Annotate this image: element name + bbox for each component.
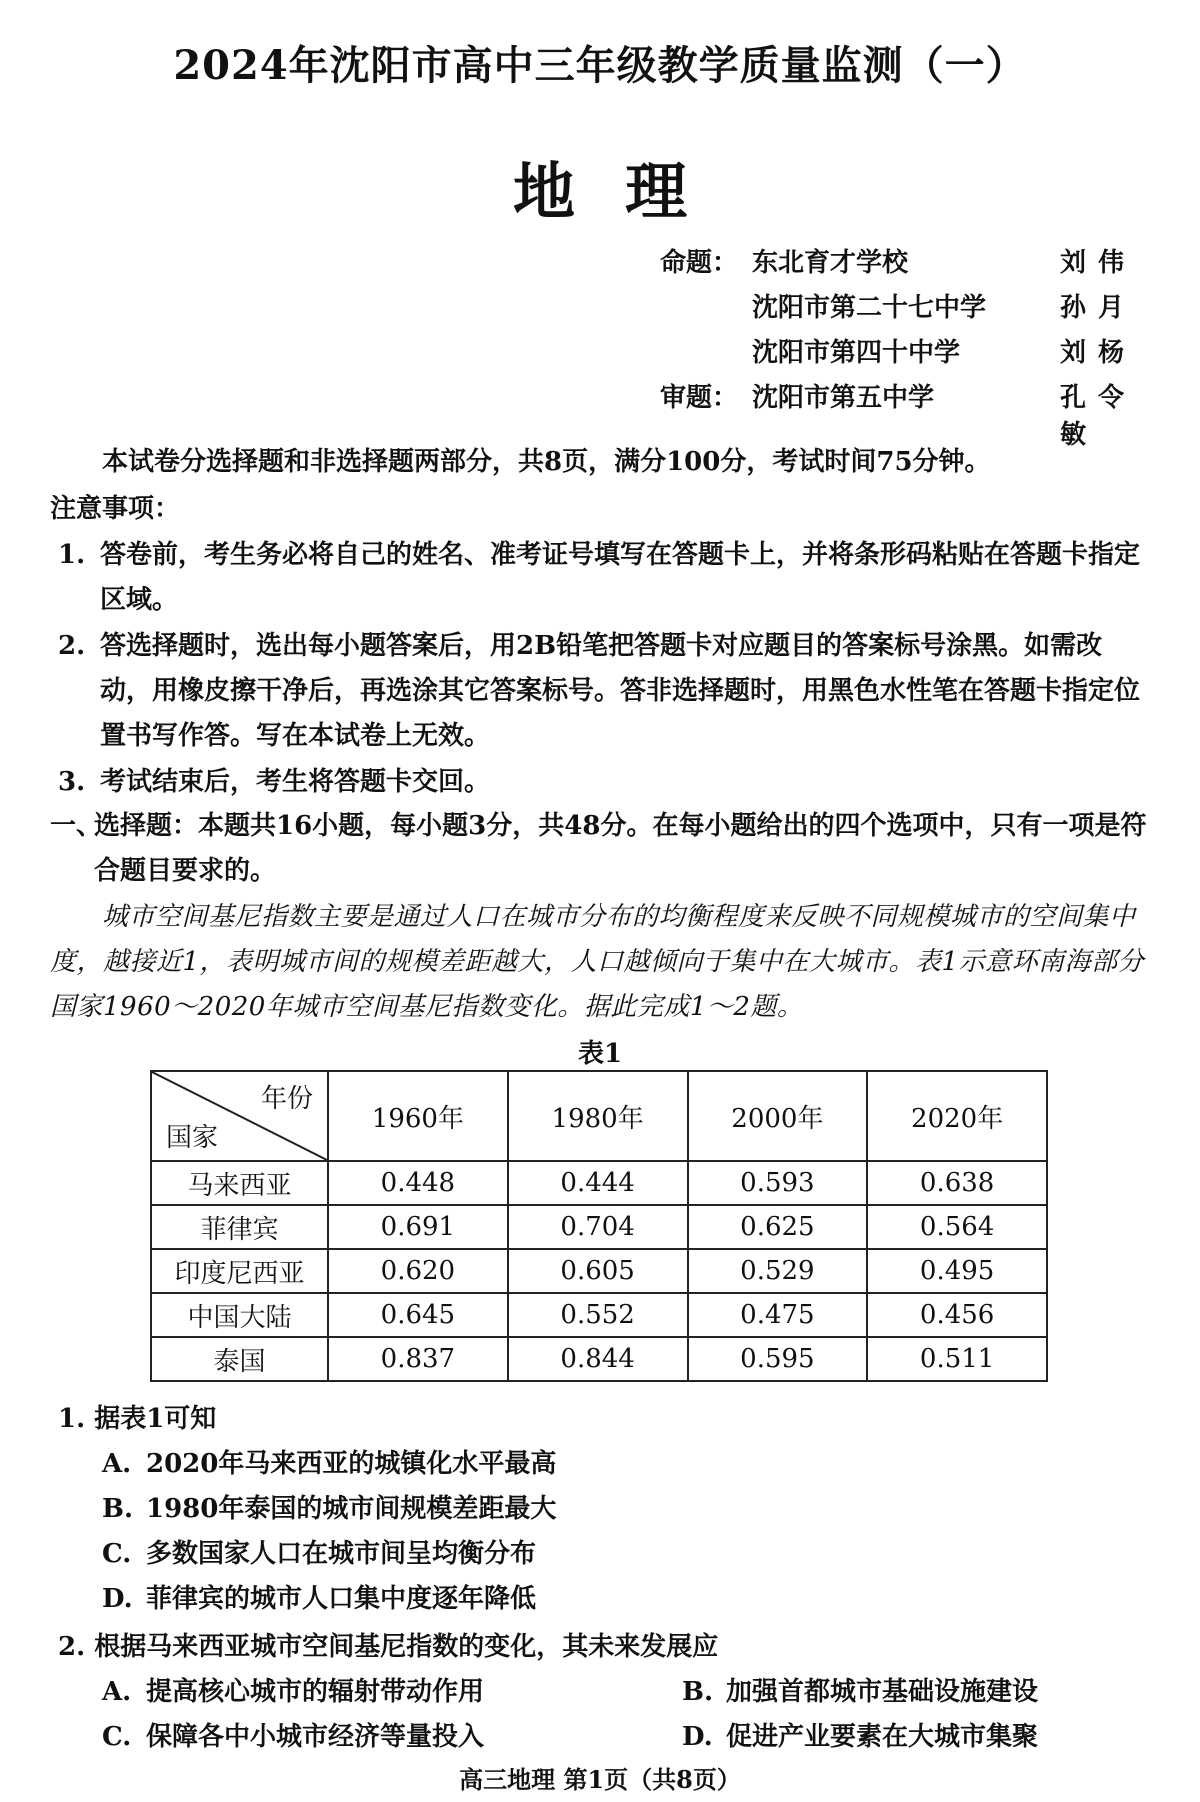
notice-item [58, 760, 1148, 805]
option-letter: B. [682, 1677, 714, 1707]
option-text: 菲律宾的城市人口集中度逐年降低 [146, 1584, 537, 1614]
question-1-option-d [102, 1578, 536, 1615]
value-cell: 0.704 [508, 1205, 688, 1249]
section-text: 选择题：本题共16小题，每小题3分，共48分。在每小题给出的四个选项中，只有一项是符合题目要求的。 [94, 811, 1147, 886]
value-cell: 0.595 [688, 1337, 868, 1381]
value-cell: 0.475 [688, 1293, 868, 1337]
author-row [660, 377, 1160, 450]
value-cell: 0.645 [328, 1293, 508, 1337]
question-2-option-d [682, 1716, 1038, 1753]
value-cell: 0.511 [867, 1337, 1047, 1381]
subject-title: 地理 [512, 155, 737, 228]
table-row [151, 1293, 1047, 1337]
option-text: 多数国家人口在城市间呈均衡分布 [146, 1539, 537, 1569]
column-header: 1960年 [328, 1071, 508, 1161]
author-school: 沈阳市第二十七中学 [752, 293, 987, 323]
value-cell: 0.625 [688, 1205, 868, 1249]
column-header: 2000年 [688, 1071, 868, 1161]
option-text: 1980年泰国的城市间规模差距最大 [146, 1494, 557, 1524]
notice-item-text: 答卷前，考生务必将自己的姓名、准考证号填写在答题卡上，并将条形码粘贴在答题卡指定区域。 [100, 540, 1141, 615]
table-header-row [151, 1071, 1047, 1161]
exam-intro: 本试卷分选择题和非选择题两部分，共8页，满分100分，考试时间75分钟。 [102, 447, 991, 477]
author-school: 沈阳市第五中学 [752, 383, 935, 413]
question-1-option-b [102, 1488, 556, 1525]
country-cell: 菲律宾 [151, 1205, 328, 1249]
option-letter: C. [102, 1539, 132, 1569]
author-block [660, 242, 1160, 450]
table-caption: 表1 [577, 1039, 623, 1069]
notice-item-number: 2. [58, 631, 86, 661]
table-row [151, 1337, 1047, 1381]
table-row [151, 1249, 1047, 1293]
option-text: 提高核心城市的辐射带动作用 [146, 1677, 485, 1707]
question-2-option-a [102, 1671, 484, 1708]
option-letter: A. [102, 1449, 132, 1479]
value-cell: 0.564 [867, 1205, 1047, 1249]
option-letter: B. [102, 1494, 134, 1524]
reading-material: 城市空间基尼指数主要是通过人口在城市分布的均衡程度来反映不同规模城市的空间集中度，越接近1，表明城市间的规模差距越大，人口越倾向于集中在大城市。表1示意环南海部分国家1960～2020年城市空间基尼指数变化。据此完成1～2题。 [50, 902, 1145, 1022]
country-cell: 中国大陆 [151, 1293, 328, 1337]
author-name: 刘伟 [1060, 248, 1137, 278]
question-1-option-a [102, 1443, 556, 1480]
notice-item-text: 答选择题时，选出每小题答案后，用2B铅笔把答题卡对应题目的答案标号涂黑。如需改动，用橡皮擦干净后，再选涂其它答案标号。答非选择题时，用黑色水性笔在答题卡指定位置书写作答。写在本试卷上无效。 [100, 631, 1141, 751]
author-name: 孙月 [1060, 293, 1137, 323]
value-cell: 0.691 [328, 1205, 508, 1249]
author-school: 沈阳市第四十中学 [752, 338, 961, 368]
author-name: 刘杨 [1060, 338, 1137, 368]
value-cell: 0.495 [867, 1249, 1047, 1293]
section-heading [50, 804, 1150, 894]
option-letter: C. [102, 1722, 132, 1752]
question-1-stem: 1. 据表1可知 [58, 1404, 217, 1434]
author-row [660, 287, 1160, 332]
question-2-option-c [102, 1716, 484, 1753]
value-cell: 0.844 [508, 1337, 688, 1381]
notice-item-number: 3. [58, 767, 86, 797]
option-letter: D. [682, 1722, 713, 1752]
corner-label-country: 国家 [166, 1123, 219, 1153]
author-row [660, 242, 1160, 287]
notice-item-text: 考试结束后，考生将答题卡交回。 [100, 767, 491, 797]
table-row [151, 1205, 1047, 1249]
exam-title: 2024年沈阳市高中三年级教学质量监测（一） [173, 42, 1027, 89]
author-role: 审题： [660, 383, 739, 413]
value-cell: 0.529 [688, 1249, 868, 1293]
option-text: 加强首都城市基础设施建设 [726, 1677, 1039, 1707]
option-text: 保障各中小城市经济等量投入 [146, 1722, 485, 1752]
notice-item-number: 1. [58, 540, 86, 570]
author-school: 东北育才学校 [752, 248, 909, 278]
value-cell: 0.638 [867, 1161, 1047, 1205]
value-cell: 0.444 [508, 1161, 688, 1205]
corner-label-year: 年份 [260, 1084, 313, 1114]
option-text: 2020年马来西亚的城镇化水平最高 [146, 1449, 557, 1479]
table-row [151, 1161, 1047, 1205]
author-role: 命题： [660, 248, 739, 278]
notice-item [58, 624, 1148, 759]
country-cell: 印度尼西亚 [151, 1249, 328, 1293]
question-2-stem: 2. 根据马来西亚城市空间基尼指数的变化，其未来发展应 [58, 1632, 719, 1662]
value-cell: 0.456 [867, 1293, 1047, 1337]
option-letter: D. [102, 1584, 133, 1614]
option-text: 促进产业要素在大城市集聚 [726, 1722, 1039, 1752]
table-corner-cell [151, 1071, 328, 1161]
notice-heading: 注意事项： [50, 494, 181, 524]
country-cell: 泰国 [151, 1337, 328, 1381]
section-number: 一、 [50, 811, 103, 841]
gini-table [150, 1070, 1048, 1382]
page-footer: 高三地理 第1页（共8页） [459, 1765, 741, 1794]
author-row [660, 332, 1160, 377]
question-2-option-b [682, 1671, 1038, 1708]
value-cell: 0.448 [328, 1161, 508, 1205]
notice-item [58, 533, 1148, 623]
question-1-option-c [102, 1533, 536, 1570]
country-cell: 马来西亚 [151, 1161, 328, 1205]
value-cell: 0.837 [328, 1337, 508, 1381]
value-cell: 0.620 [328, 1249, 508, 1293]
column-header: 2020年 [867, 1071, 1047, 1161]
value-cell: 0.605 [508, 1249, 688, 1293]
value-cell: 0.593 [688, 1161, 868, 1205]
column-header: 1980年 [508, 1071, 688, 1161]
option-letter: A. [102, 1677, 132, 1707]
value-cell: 0.552 [508, 1293, 688, 1337]
author-name: 孔令敏 [1060, 383, 1137, 450]
